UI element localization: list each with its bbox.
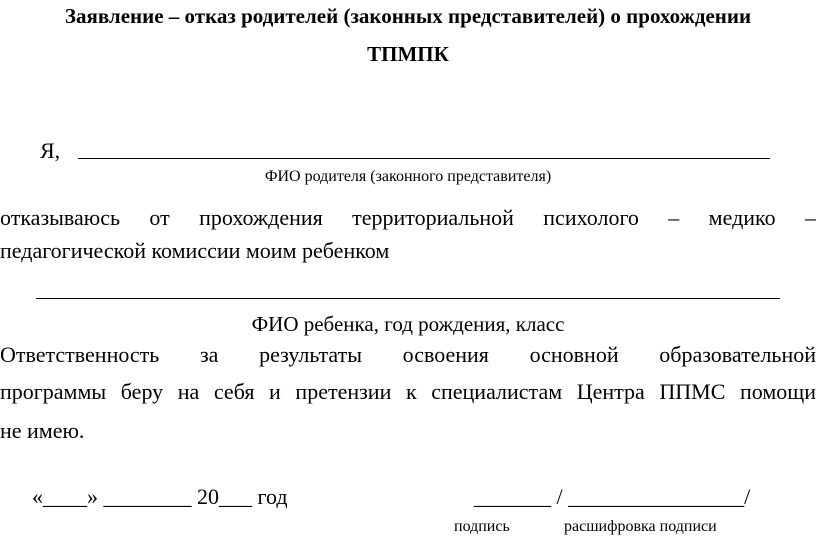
ya-label: Я, bbox=[40, 138, 61, 163]
signature-caption: подпись bbox=[454, 518, 510, 535]
responsibility-text-line-2: программы беру на себя и претензии к специалистам Центра ППМС помощи bbox=[0, 379, 816, 404]
date-blank: «____» ________ 20___ год bbox=[32, 484, 288, 509]
responsibility-text-line-3: не имею. bbox=[0, 418, 85, 443]
responsibility-text-line-1: Ответственность за результаты освоения основной образовательной bbox=[0, 342, 816, 367]
document-title-line-2: ТПМПК bbox=[367, 42, 449, 66]
refusal-text-line-2: педагогической комиссии моим ребенком bbox=[0, 238, 390, 263]
parent-name-blank-line bbox=[78, 158, 770, 159]
child-name-caption: ФИО ребенка, год рождения, класс bbox=[251, 312, 565, 336]
parent-name-caption-text: ФИО родителя (законного представителя) bbox=[264, 168, 552, 185]
parent-name-caption bbox=[0, 168, 816, 186]
refusal-text-line-1: отказываюсь от прохождения территориальной психолого – медико – bbox=[0, 205, 816, 230]
signature-blank: _______ / ________________/ bbox=[474, 484, 751, 509]
child-name-blank-line bbox=[36, 298, 780, 299]
document-title-line-1: Заявление – отказ родителей (законных представителей) о прохождении bbox=[64, 4, 752, 28]
signature-decode-caption: расшифровка подписи bbox=[564, 518, 717, 535]
